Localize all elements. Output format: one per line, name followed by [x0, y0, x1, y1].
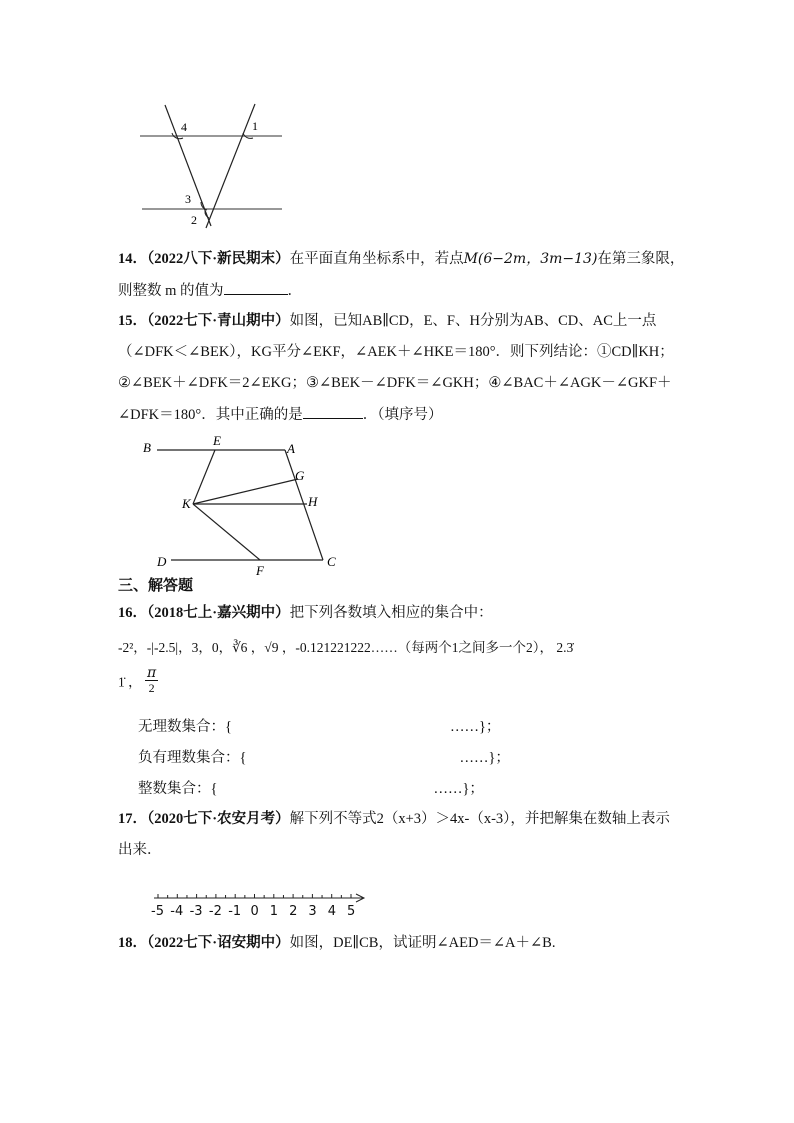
question-17-line-1: [118, 809, 670, 829]
question-16-line-1: [118, 603, 493, 623]
question-15-line-4: [118, 404, 442, 425]
angle-label-4: 4: [181, 120, 187, 134]
point-label-H: H: [308, 494, 318, 509]
segment-EK: [193, 450, 215, 504]
section-3-heading: 三、解答题: [118, 578, 194, 594]
negative-rational-set-line: [138, 748, 510, 768]
irrational-set-label: 无理数集合：{: [138, 719, 232, 735]
figure-parallel-lines: [135, 100, 295, 232]
negative-rational-set-end: ……}；: [459, 750, 510, 766]
question-15-number: 15．: [118, 313, 147, 329]
number-line-tick-label: 4: [327, 904, 336, 919]
question-15-source: （2022七下·青山期中）: [147, 313, 290, 329]
question-15-line-4-end: ．（填序号）: [362, 407, 443, 423]
integer-set-end: ……}；: [433, 781, 484, 797]
question-14-text-b: 在第三象限，: [597, 251, 685, 267]
question-18-line-1: [118, 933, 555, 953]
pi-over-2-fraction: [145, 666, 158, 695]
number-line-tick-label: -4: [170, 904, 184, 919]
question-16-numbers: -2²，-|-2.5|，3，0，∛6 ，√9 ，-0.121221222……（每两个1之间多一个2）， 2.3̇: [118, 640, 574, 655]
point-label-C: C: [327, 554, 336, 569]
question-14-point: M(6−2m，3m−13): [463, 251, 598, 267]
figure-abcd-kgh: [135, 434, 350, 579]
question-16-numbers-cont-text: 1̇ ，: [118, 674, 142, 690]
point-label-K: K: [182, 496, 191, 511]
negative-rational-set-blank[interactable]: [246, 748, 459, 762]
number-line[interactable]: [148, 888, 378, 924]
integer-set-line: [138, 779, 484, 799]
segment-KF: [193, 504, 260, 560]
irrational-set-line: [138, 717, 500, 737]
negative-rational-set-label: 负有理数集合：{: [138, 750, 247, 766]
irrational-set-blank[interactable]: [232, 717, 450, 731]
question-18-text: 如图，DE∥CB，试证明∠AED＝∠A＋∠B.: [289, 935, 556, 951]
question-14-number: 14．: [118, 251, 147, 267]
point-label-F: F: [256, 563, 264, 578]
question-14-text: 在平面直角坐标系中，若点: [289, 251, 464, 267]
question-15-line-3: ②∠BEK＋∠DFK＝2∠EKG；③∠BEK－∠DFK＝∠GKH；④∠BAC＋∠AGK－∠GKF＋: [118, 375, 672, 391]
question-16-text: 把下列各数填入相应的集合中：: [289, 605, 493, 621]
integer-set-blank[interactable]: [217, 779, 433, 793]
question-14-source: （2022八下·新民期末）: [147, 251, 290, 267]
transversal-left: [165, 105, 211, 226]
question-15-line-2: （∠DFK＜∠BEK），KG平分∠EKF，∠AEK＋∠HKE＝180°．则下列结论：①CD∥KH；: [118, 344, 674, 360]
number-line-tick-label: 3: [308, 904, 317, 919]
number-line-tick-label: 0: [250, 904, 259, 919]
question-18-number: 18．: [118, 935, 147, 951]
number-line-tick-label: 5: [347, 904, 356, 919]
angle-label-1: 1: [252, 119, 258, 133]
number-line-tick-label: -1: [228, 904, 242, 919]
number-line-tick-label: -5: [151, 904, 164, 919]
number-line-tick-label: 1: [269, 904, 279, 919]
question-14-line-1: [118, 249, 684, 269]
question-14-end: ．: [287, 283, 303, 299]
integer-set-label: 整数集合：{: [138, 781, 218, 797]
question-15-line-4-text: ∠DFK＝180°．其中正确的是: [118, 407, 303, 423]
question-18-source: （2022七下·诏安期中）: [147, 935, 290, 951]
angle-label-3: 3: [185, 192, 191, 206]
angle-label-2: 2: [191, 213, 197, 227]
question-16-number: 16．: [118, 605, 147, 621]
point-label-A: A: [287, 441, 295, 456]
question-17-number: 17．: [118, 811, 147, 827]
number-line-axis: [148, 888, 378, 904]
point-label-D: D: [157, 554, 167, 569]
question-14-answer-blank[interactable]: [224, 280, 288, 295]
irrational-set-end: ……}；: [449, 719, 501, 735]
number-line-tick-label: -2: [208, 904, 222, 919]
segment-KG: [193, 479, 298, 504]
question-15-line-1: [118, 311, 656, 331]
question-16-numbers-cont: [118, 665, 158, 695]
point-label-G: G: [295, 468, 305, 483]
fraction-numerator: π: [147, 665, 157, 681]
number-line-tick-label: 2: [289, 904, 298, 919]
question-16-source: （2018七上·嘉兴期中）: [147, 605, 290, 621]
question-15-text-1: 如图，已知AB∥CD，E、F、H分别为AB、CD、AC上一点: [289, 313, 657, 329]
question-17-line-2: 出来．: [118, 842, 162, 858]
number-line-tick-label: -3: [189, 904, 203, 919]
question-15-answer-blank[interactable]: [303, 404, 363, 419]
question-17-text: 解下列不等式2（x+3）＞4x-（x-3），并把解集在数轴上表示: [289, 811, 670, 827]
point-label-B: B: [143, 440, 151, 455]
point-label-E: E: [213, 434, 221, 448]
question-14-line-2: [118, 280, 302, 301]
question-14-line-2-text: 则整数 m 的值为: [118, 283, 224, 299]
fraction-denominator: 2: [148, 681, 155, 695]
question-17-source: （2020七下·农安月考）: [147, 811, 290, 827]
